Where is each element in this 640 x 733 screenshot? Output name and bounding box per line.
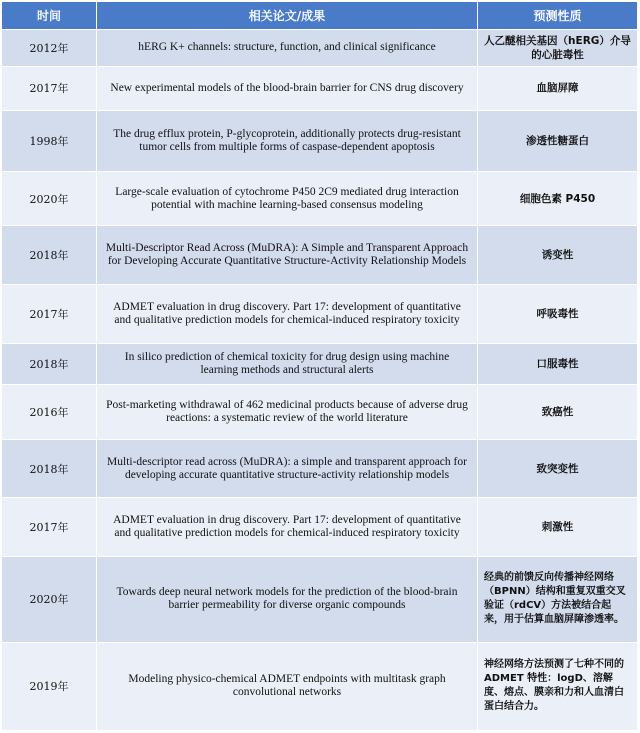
table-row <box>2 111 638 172</box>
year-cell: 2019年 <box>2 642 97 730</box>
paper-cell: Multi-descriptor read across (MuDRA): a simple and transparent approach for developing accurate quantitative structure-activity relationship models <box>97 440 478 498</box>
property-cell: 呼吸毒性 <box>478 284 638 343</box>
paper-cell: In silico prediction of chemical toxicity for drug design using machine learning methods and structural alerts <box>97 343 478 384</box>
literature-table <box>1 1 638 731</box>
paper-cell: New experimental models of the blood-brain barrier for CNS drug discovery <box>97 66 478 111</box>
year-cell: 2018年 <box>2 440 97 498</box>
year-cell: 2018年 <box>2 226 97 285</box>
year-cell: 2018年 <box>2 343 97 384</box>
table-row <box>2 30 638 67</box>
header-time: 时间 <box>2 2 97 30</box>
property-cell: 诱变性 <box>478 226 638 285</box>
table-row <box>2 642 638 730</box>
header-property: 预测性质 <box>478 2 638 30</box>
property-cell: 致癌性 <box>478 384 638 440</box>
table-row <box>2 384 638 440</box>
paper-cell: ADMET evaluation in drug discovery. Part 17: development of quantitative and qualitative prediction models for chemical-induced respiratory toxicity <box>97 284 478 343</box>
table-row <box>2 343 638 384</box>
paper-cell: ADMET evaluation in drug discovery. Part 17: development of quantitative and qualitative prediction models for chemical-induced respiratory toxicity <box>97 498 478 557</box>
property-cell: 神经网络方法预测了七种不同的 ADMET 特性：logD、溶解度、熔点、膜亲和力和人血清白蛋白结合力。 <box>478 642 638 730</box>
year-cell: 2017年 <box>2 284 97 343</box>
year-cell: 1998年 <box>2 111 97 172</box>
property-cell: 细胞色素 P450 <box>478 172 638 226</box>
table-row <box>2 440 638 498</box>
paper-cell: Post-marketing withdrawal of 462 medicinal products because of adverse drug reactions: a systematic review of the world literature <box>97 384 478 440</box>
year-cell: 2020年 <box>2 172 97 226</box>
paper-cell: Multi-Descriptor Read Across (MuDRA): A Simple and Transparent Approach for Developing Accurate Quantitative Structure-Activity Relationship Models <box>97 226 478 285</box>
paper-cell: Large-scale evaluation of cytochrome P450 2C9 mediated drug interaction potential with machine learning-based consensus modeling <box>97 172 478 226</box>
table-row <box>2 172 638 226</box>
table-row <box>2 226 638 285</box>
paper-cell: Modeling physico-chemical ADMET endpoints with multitask graph convolutional networks <box>97 642 478 730</box>
year-cell: 2017年 <box>2 498 97 557</box>
paper-cell: Towards deep neural network models for the prediction of the blood-brain barrier permeability for diverse organic compounds <box>97 557 478 642</box>
year-cell: 2012年 <box>2 30 97 67</box>
table-row <box>2 498 638 557</box>
property-cell: 渗透性糖蛋白 <box>478 111 638 172</box>
table-row <box>2 284 638 343</box>
table-row <box>2 557 638 642</box>
year-cell: 2016年 <box>2 384 97 440</box>
property-cell: 致突变性 <box>478 440 638 498</box>
property-cell: 刺激性 <box>478 498 638 557</box>
property-cell: 血脑屏障 <box>478 66 638 111</box>
property-cell: 经典的前馈反向传播神经网络（BPNN）结构和重复双重交叉验证（rdCV）方法被结合起来，用于估算血脑屏障渗透率。 <box>478 557 638 642</box>
property-cell: 人乙醚相关基因（hERG）介导的心脏毒性 <box>478 30 638 67</box>
header-row <box>2 2 638 30</box>
property-cell: 口服毒性 <box>478 343 638 384</box>
paper-cell: hERG K+ channels: structure, function, and clinical significance <box>97 30 478 67</box>
table-row <box>2 66 638 111</box>
header-paper: 相关论文/成果 <box>97 2 478 30</box>
year-cell: 2020年 <box>2 557 97 642</box>
paper-cell: The drug efflux protein, P-glycoprotein, additionally protects drug-resistant tumor cells from multiple forms of caspase-dependent apoptosis <box>97 111 478 172</box>
year-cell: 2017年 <box>2 66 97 111</box>
